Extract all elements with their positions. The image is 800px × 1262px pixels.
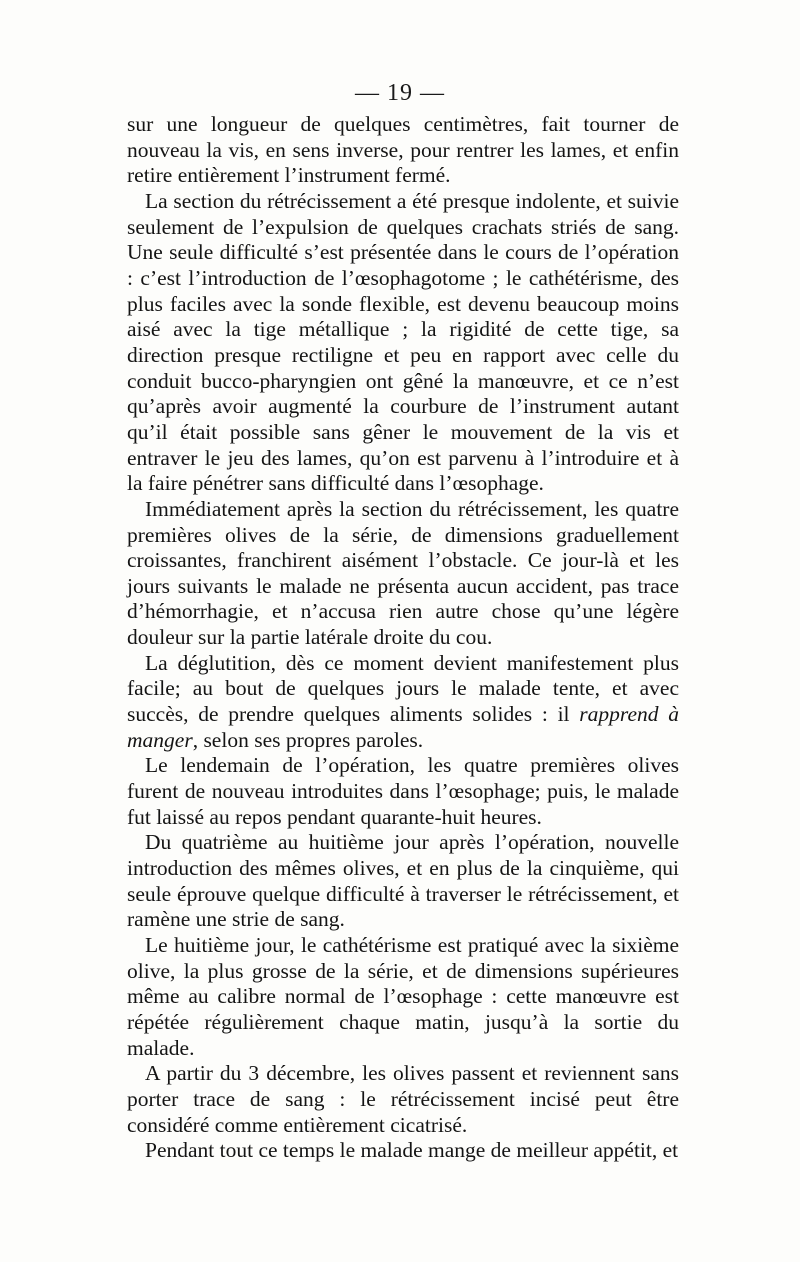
paragraph-8: A partir du 3 décembre, les olives passent et reviennent sans porter trace de sang : le rétrécissement incisé peut être considéré comme entièrement cicatrisé. (127, 1061, 679, 1137)
paragraph-4-text-before: La déglutition, dès ce moment devient manifestement plus facile; au bout de quelques jours le malade tente, et avec succès, de prendre quelques aliments solides : il (127, 650, 679, 727)
paragraph-7: Le huitième jour, le cathétérisme est pratiqué avec la sixième olive, la plus grosse de la série, et de dimensions supérieures même au calibre normal de l’œsophage : cette manœuvre est répétée régulièrement chaque matin, jusqu’à la sortie du malade. (127, 933, 679, 1060)
paragraph-3: Immédiatement après la section du rétrécissement, les quatre premières olives de la série, de dimensions graduellement croissantes, franchirent aisément l’obstacle. Ce jour-là et les jours suivants le malade ne présenta aucun accident, pas trace d’hémorrhagie, et n’accusa rien autre chose qu’une légère douleur sur la partie latérale droite du cou. (127, 496, 679, 650)
paragraph-9: Pendant tout ce temps le malade mange de meilleur appétit, et (145, 1138, 679, 1163)
paragraph-4 (127, 651, 679, 754)
paragraph-1: sur une longueur de quelques centimètres, fait tourner de nouveau la vis, en sens inverse, pour rentrer les lames, et enfin retire entièrement l’instrument fermé. (127, 112, 679, 188)
page-number: — 19 — (355, 80, 445, 106)
paragraph-2: La section du rétrécissement a été presque indolente, et suivie seulement de l’expulsion de quelques crachats striés de sang. Une seule difficulté s’est présentée dans le cours de l’opération : c’est l’introduction de l’œsophagotome ; le cathétérisme, des plus faciles avec la sonde flexible, est devenu beaucoup moins aisé avec la tige métallique ; la rigidité de cette tige, sa direction presque rectiligne et peu en rapport avec celle du conduit bucco-pharyngien ont gêné la manœuvre, et ce n’est qu’après avoir augmenté la courbure de l’instrument autant qu’il était possible sans gêner le mouvement de la vis et entraver le jeu des lames, qu’on est parvenu à l’introduire et à la faire pénétrer sans difficulté dans l’œsophage. (127, 188, 679, 496)
paragraph-6: Du quatrième au huitième jour après l’opération, nouvelle introduction des mêmes olives, et en plus de la cinquième, qui seule éprouve quelque difficulté à traverser le rétrécissement, et ramène une strie de sang. (127, 830, 679, 932)
body-text (127, 112, 679, 1164)
paragraph-5: Le lendemain de l’opération, les quatre premières olives furent de nouveau introduites dans l’œsophage; puis, le malade fut laissé au repos pendant quarante-huit heures. (127, 753, 679, 829)
paragraph-4-italic-phrase: rapprend à manger (127, 702, 679, 752)
paragraph-4-text-after: , selon ses propres paroles. (192, 727, 424, 752)
